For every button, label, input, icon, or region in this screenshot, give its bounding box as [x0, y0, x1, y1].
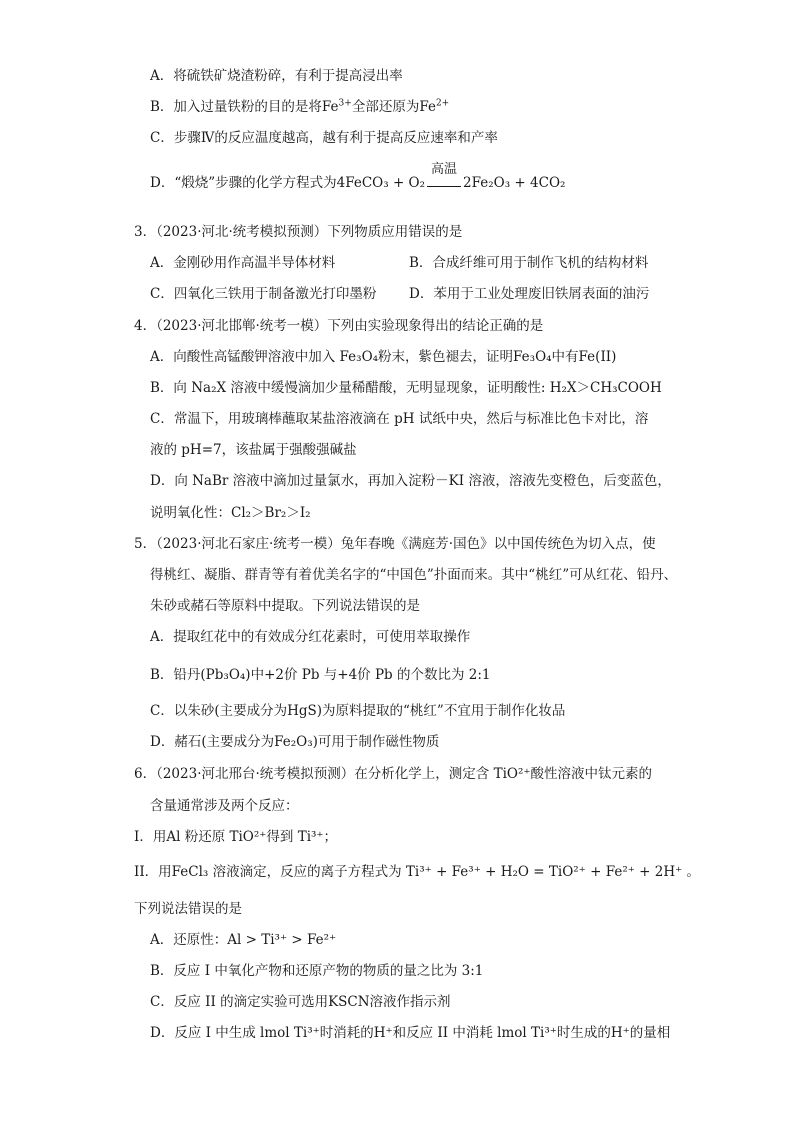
q6-stem-line1: 6．（2023·河北邢台·统考模拟预测）在分析化学上，测定含 TiO²⁺酸性溶液中钛元素的	[134, 766, 652, 782]
reaction-condition: 高温	[431, 162, 458, 177]
q6-reaction-2: II．用FeCl₃ 溶液滴定，反应的离子方程式为 Ti³⁺ + Fe³⁺ + H₂O = TiO²⁺ + Fe²⁺ + 2H⁺ 。	[134, 864, 701, 880]
q3-stem: 3．（2023·河北·统考模拟预测）下列物质应用错误的是	[134, 224, 463, 240]
prev-option-b-pre: B．加入过量铁粉的目的是将Fe	[150, 99, 339, 115]
q4-option-d-line1: D．向 NaBr 溶液中滴加过量氯水，再加入淀粉－KI 溶液，溶液先变橙色，后变蓝色，	[150, 473, 671, 489]
q5-option-d: D．赭石(主要成分为Fe₂O₃)可用于制作磁性物质	[150, 734, 440, 750]
prev-option-a: A．将硫铁矿烧渣粉碎，有利于提高浸出率	[150, 68, 403, 84]
reaction-bar	[427, 186, 461, 187]
q6-option-b: B．反应 I 中氧化产物和还原产物的物质的量之比为 3:1	[150, 963, 484, 979]
q5-option-a: A．提取红花中的有效成分红花素时，可使用萃取操作	[150, 629, 471, 645]
q6-option-d: D．反应 I 中生成 lmol Ti³⁺时消耗的H⁺和反应 II 中消耗 lmol Ti³⁺时生成的H⁺的量相	[150, 1025, 671, 1041]
q4-option-a: A．向酸性高锰酸钾溶液中加入 Fe₃O₄粉末，紫色褪去，证明Fe₃O₄中有Fe(II)	[150, 349, 617, 365]
prev-option-c: C．步骤Ⅳ的反应温度越高，越有利于提高反应速率和产率	[150, 130, 498, 146]
q4-option-c-line1: C．常温下，用玻璃棒蘸取某盐溶液滴在 pH 试纸中央，然后与标准比色卡对比，溶	[150, 411, 649, 427]
q6-option-a: A．还原性：Al > Ti³⁺ > Fe²⁺	[150, 932, 337, 948]
prev-option-b-sup1: 3+	[338, 98, 352, 109]
q6-ask: 下列说法错误的是	[134, 901, 242, 917]
q4-option-c-line2: 液的 pH=7，该盐属于强酸强碱盐	[150, 442, 357, 458]
q6-stem-line2: 含量通常涉及两个反应：	[150, 798, 299, 814]
q4-option-b: B．向 Na₂X 溶液中缓慢滴加少量稀醋酸，无明显现象，证明酸性: H₂X＞CH₃COOH	[150, 380, 662, 396]
q4-stem: 4．（2023·河北邯郸·统考一模）下列由实验现象得出的结论正确的是	[134, 318, 544, 334]
q3-option-a: A．金刚砂用作高温半导体材料	[150, 255, 336, 271]
q5-stem-line1: 5．（2023·河北石家庄·统考一模）兔年春晚《满庭芳·国色》以中国传统色为切入点，使	[134, 536, 656, 552]
q5-option-b: B．铅丹(Pb₃O₄)中+2价 Pb 与+4价 Pb 的个数比为 2:1	[150, 667, 491, 683]
q3-option-b: B．合成纤维可用于制作飞机的结构材料	[409, 255, 649, 271]
q3-option-d: D．苯用于工业处理废旧铁屑表面的油污	[409, 286, 650, 302]
q3-option-c: C．四氧化三铁用于制备激光打印墨粉	[150, 286, 377, 302]
equation-right: 2Fe₂O₃ + 4CO₂	[463, 175, 566, 191]
prev-option-b-mid: 全部还原为Fe	[351, 99, 436, 115]
equation-left: 4FeCO₃ + O₂	[336, 175, 426, 191]
q5-stem-line2: 得桃红、凝脂、群青等有着优美名字的“中国色”扑面而来。其中“桃红”可从红花、铅丹、	[150, 567, 678, 583]
reaction-arrow	[427, 162, 461, 187]
q6-reaction-1: I．用Al 粉还原 TiO²⁺得到 Ti³⁺；	[134, 829, 338, 845]
prev-option-b	[150, 97, 449, 117]
q5-stem-line3: 朱砂或赭石等原料中提取。下列说法错误的是	[150, 598, 420, 614]
q6-option-c: C．反应 II 的滴定实验可选用KSCN溶液作指示剂	[150, 994, 451, 1010]
prev-option-d	[150, 162, 566, 193]
prev-option-d-pre: D．“煅烧”步骤的化学方程式为	[150, 175, 337, 191]
prev-option-b-sup2: 2+	[435, 98, 450, 109]
q4-option-d-line2: 说明氧化性：Cl₂＞Br₂＞I₂	[150, 505, 311, 521]
q5-option-c: C．以朱砂(主要成分为HgS)为原料提取的“桃红”不宜用于制作化妆品	[150, 703, 566, 719]
